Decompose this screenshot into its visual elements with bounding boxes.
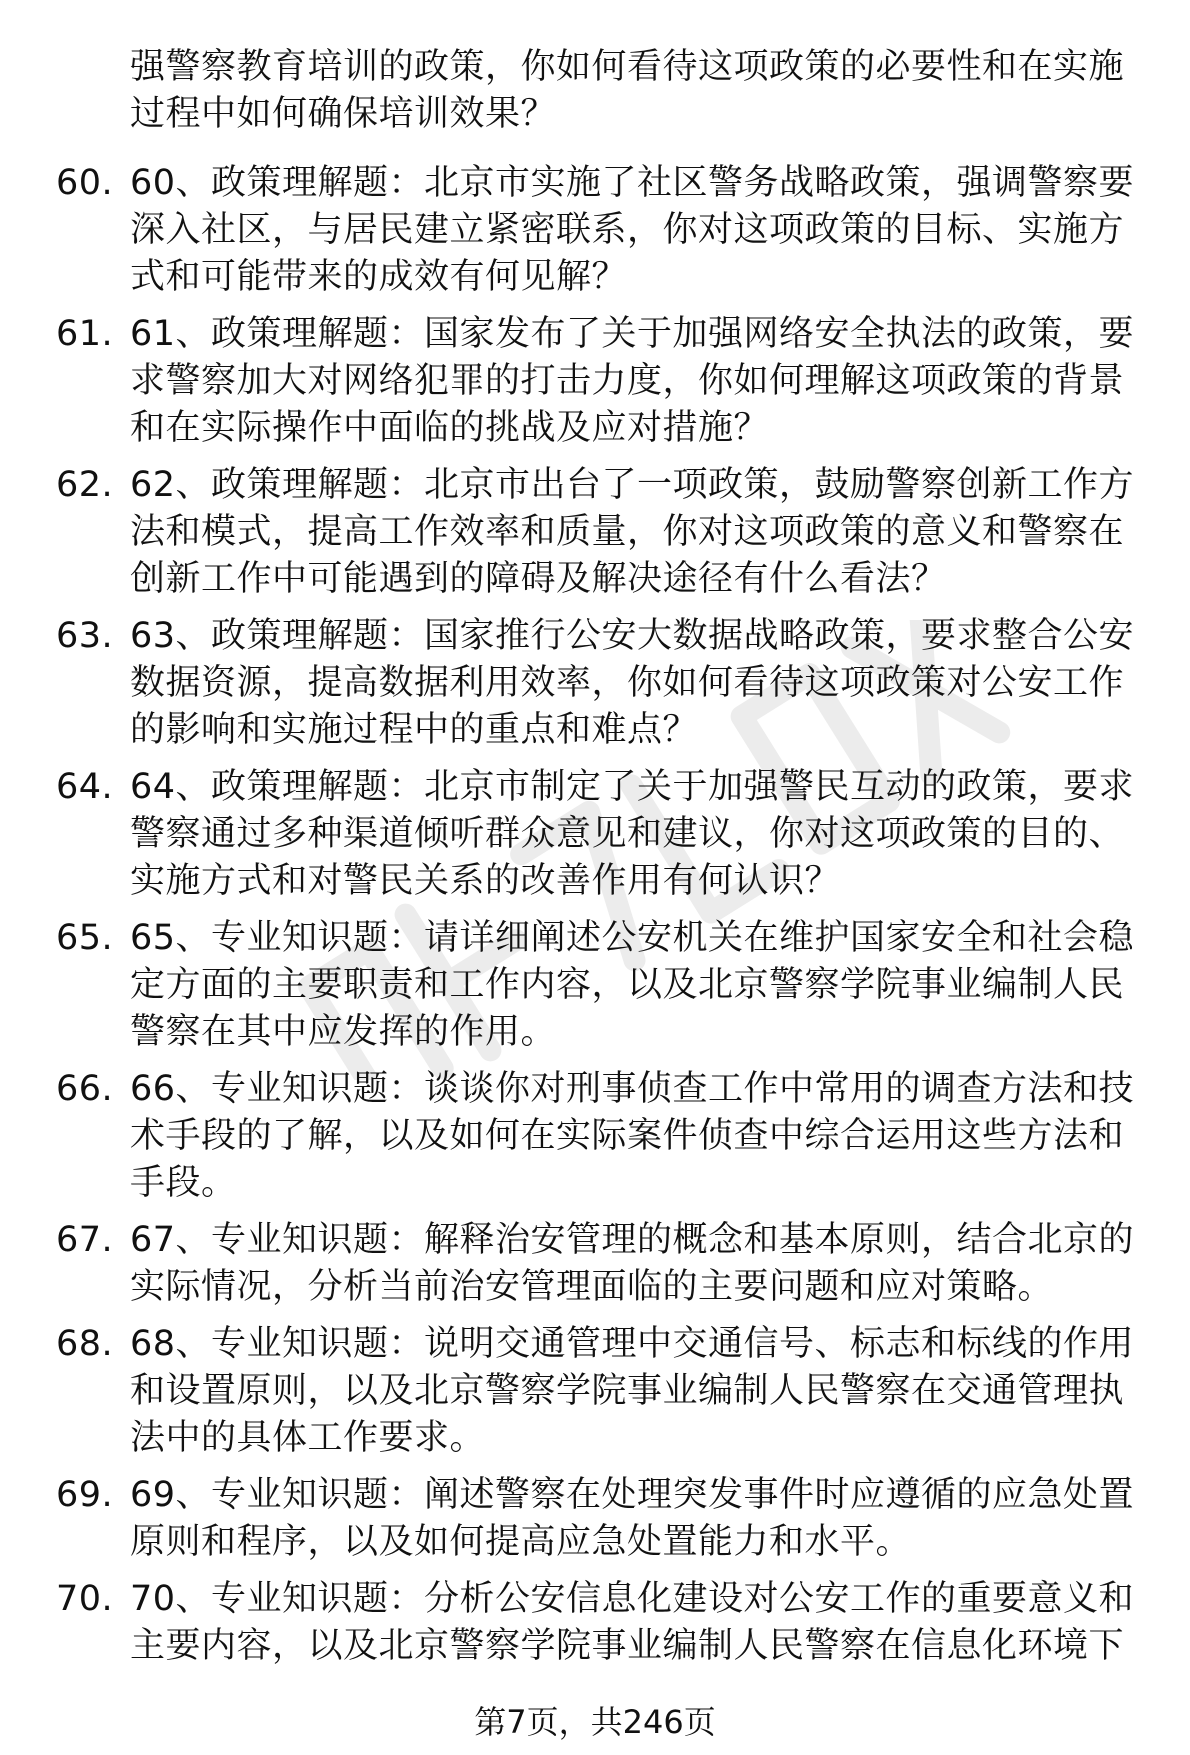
list-item-text: 65、专业知识题：请详细阐述公安机关在维护国家安全和社会稳定方面的主要职责和工作内容，以及北京警察学院事业编制人民警察在其中应发挥的作用。: [130, 918, 1135, 1052]
list-item: [0, 915, 1150, 1056]
list-item-text: 69、专业知识题：阐述警察在处理突发事件时应遵循的应急处置原则和程序，以及如何提高应急处置能力和水平。: [130, 1475, 1135, 1562]
list-item: [0, 462, 1150, 603]
list-item: [0, 1321, 1150, 1462]
continuation-paragraph: 强警察教育培训的政策，你如何看待这项政策的必要性和在实施过程中如何确保培训效果？: [130, 47, 1125, 134]
list-item-number: 61.: [56, 314, 114, 354]
list-item-text: 63、政策理解题：国家推行公安大数据战略政策，要求整合公安数据资源，提高数据利用效率，你如何看待这项政策对公安工作的影响和实施过程中的重点和难点？: [130, 616, 1135, 750]
list-item-text: 60、政策理解题：北京市实施了社区警务战略政策，强调警察要深入社区，与居民建立紧密联系，你对这项政策的目标、实施方式和可能带来的成效有何见解？: [130, 163, 1135, 297]
list-item: [0, 1576, 1150, 1670]
list-item-text: 62、政策理解题：北京市出台了一项政策，鼓励警察创新工作方法和模式，提高工作效率和质量，你对这项政策的意义和警察在创新工作中可能遇到的障碍及解决途径有什么看法？: [130, 465, 1135, 599]
list-item: [0, 1472, 1150, 1566]
list-item: [0, 764, 1150, 905]
list-item: [0, 1217, 1150, 1311]
list-item-text: 68、专业知识题：说明交通管理中交通信号、标志和标线的作用和设置原则，以及北京警察学院事业编制人民警察在交通管理执法中的具体工作要求。: [130, 1324, 1135, 1458]
list-item-number: 63.: [56, 616, 114, 656]
list-item-text: 70、专业知识题：分析公安信息化建设对公安工作的重要意义和主要内容，以及北京警察学院事业编制人民警察在信息化环境下: [130, 1579, 1135, 1666]
list-item-number: 64.: [56, 767, 114, 807]
list-item-number: 68.: [56, 1324, 114, 1364]
list-item-number: 67.: [56, 1220, 114, 1260]
list-item: [0, 613, 1150, 754]
list-item-number: 70.: [56, 1579, 114, 1619]
list-item-number: 65.: [56, 918, 114, 958]
list-item: [0, 160, 1150, 301]
list-item-number: 62.: [56, 465, 114, 505]
list-item-number: 60.: [56, 163, 114, 203]
list-item-number: 66.: [56, 1069, 114, 1109]
list-item-number: 69.: [56, 1475, 114, 1515]
list-item: [0, 1066, 1150, 1207]
list-item-text: 66、专业知识题：谈谈你对刑事侦查工作中常用的调查方法和技术手段的了解，以及如何在实际案件侦查中综合运用这些方法和手段。: [130, 1069, 1135, 1203]
question-list: [0, 160, 1190, 1680]
page-footer: 第7页，共246页: [474, 1703, 716, 1741]
list-item-text: 67、专业知识题：解释治安管理的概念和基本原则，结合北京的实际情况，分析当前治安管理面临的主要问题和应对策略。: [130, 1220, 1135, 1307]
list-item-text: 64、政策理解题：北京市制定了关于加强警民互动的政策，要求警察通过多种渠道倾听群众意见和建议，你对这项政策的目的、实施方式和对警民关系的改善作用有何认识？: [130, 767, 1135, 901]
list-item: [0, 311, 1150, 452]
list-item-text: 61、政策理解题：国家发布了关于加强网络安全执法的政策，要求警察加大对网络犯罪的打击力度，你如何理解这项政策的背景和在实际操作中面临的挑战及应对措施？: [130, 314, 1135, 448]
